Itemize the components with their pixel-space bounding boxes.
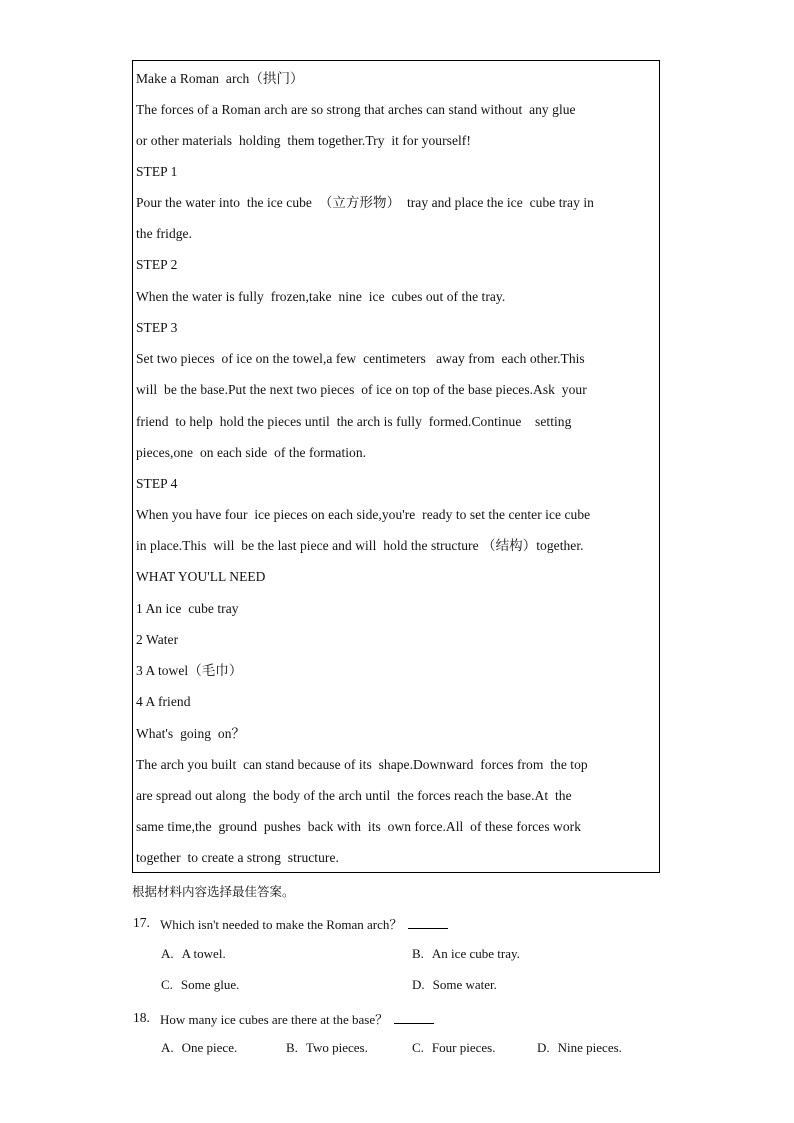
step-heading: STEP 1 [136, 164, 178, 179]
passage-line: The arch you built can stand because of its shape.Downward forces from the top [136, 757, 588, 772]
list-item: 4 A friend [136, 694, 191, 709]
passage-line: or other materials holding them together.Try it for yourself! [136, 133, 471, 148]
passage-line: pieces,one on each side of the formation. [136, 445, 367, 460]
passage-line: together to create a strong structure. [136, 850, 339, 865]
passage-line: Pour the water into the ice cube （立方形物） tray and place the ice cube tray in [136, 195, 594, 210]
question-prompt: Which isn't needed to make the Roman arch？ [160, 917, 403, 932]
instruction-text: 根据材料内容选择最佳答案。 [132, 884, 295, 899]
option-d[interactable]: D. Nine pieces. [537, 1040, 622, 1055]
option-d[interactable]: D. Some water. [412, 977, 497, 992]
passage-line: in place.This will be the last piece and will hold the structure （结构）together. [136, 538, 584, 553]
step-heading: STEP 2 [136, 257, 178, 272]
passage-line: Set two pieces of ice on the towel,a few centimeters away from each other.This [136, 351, 585, 366]
passage-line: friend to help hold the pieces until the arch is fully formed.Continue setting [136, 414, 572, 429]
section-heading: What's going on？ [136, 726, 246, 741]
question-number: 17. [133, 915, 150, 930]
answer-blank[interactable] [394, 1011, 434, 1024]
passage-line: the fridge. [136, 226, 193, 241]
list-item: 1 An ice cube tray [136, 601, 239, 616]
passage-line: When the water is fully frozen,take nine ice cubes out of the tray. [136, 289, 506, 304]
option-a[interactable]: A. One piece. [161, 1040, 238, 1055]
passage-line: are spread out along the body of the arch until the forces reach the base.At the [136, 788, 572, 803]
passage-line: When you have four ice pieces on each side,you're ready to set the center ice cube [136, 507, 591, 522]
step-heading: STEP 4 [136, 476, 178, 491]
passage-line: same time,the ground pushes back with its own force.All of these forces work [136, 819, 581, 834]
option-c[interactable]: C. Four pieces. [412, 1040, 496, 1055]
option-a[interactable]: A. A towel. [161, 946, 226, 961]
option-b[interactable]: B. Two pieces. [286, 1040, 368, 1055]
question-text [160, 1009, 434, 1028]
passage-title: Make a Roman arch（拱门） [136, 71, 304, 86]
passage-line: will be the base.Put the next two pieces of ice on top of the base pieces.Ask your [136, 382, 587, 397]
option-c[interactable]: C. Some glue. [161, 977, 240, 992]
section-heading: WHAT YOU'LL NEED [136, 569, 266, 584]
passage-line: The forces of a Roman arch are so strong that arches can stand without any glue [136, 102, 576, 117]
option-b[interactable]: B. An ice cube tray. [412, 946, 520, 961]
step-heading: STEP 3 [136, 320, 178, 335]
question-text [160, 914, 448, 933]
answer-blank[interactable] [408, 916, 448, 929]
passage-box [132, 60, 660, 873]
question-number: 18. [133, 1010, 150, 1025]
list-item: 3 A towel（毛巾） [136, 663, 243, 678]
question-prompt: How many ice cubes are there at the base？ [160, 1012, 389, 1027]
list-item: 2 Water [136, 632, 179, 647]
